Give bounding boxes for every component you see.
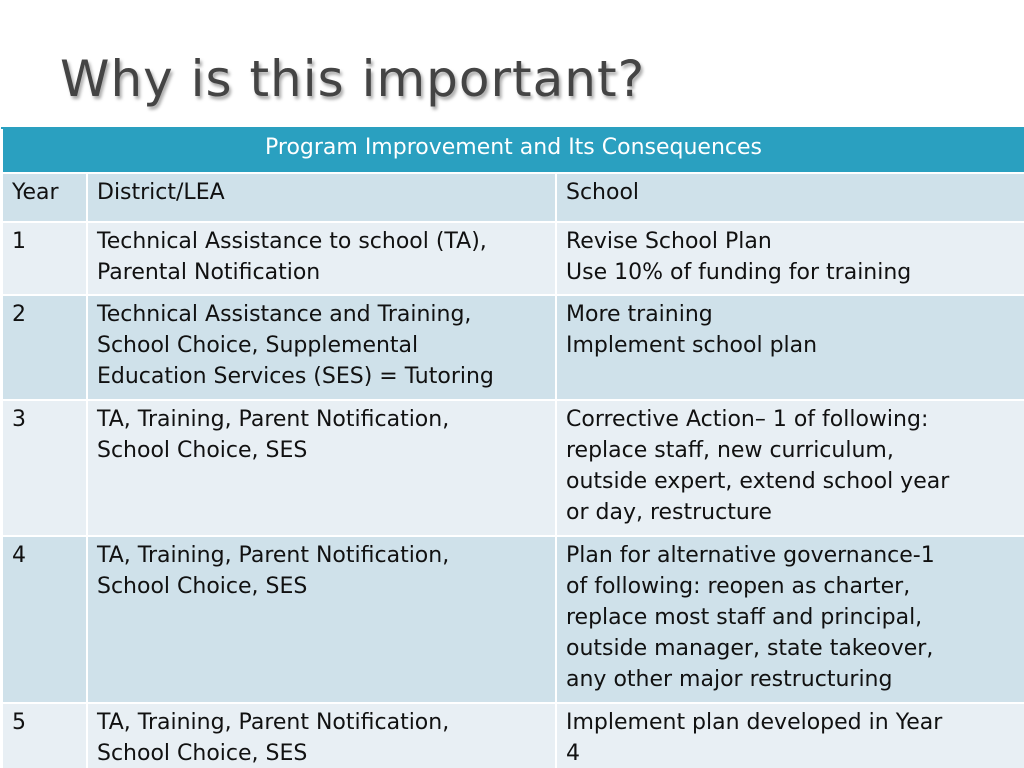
school-line: Implement school plan xyxy=(566,333,818,358)
table-row xyxy=(2,400,1024,536)
header-district: District/LEA xyxy=(87,173,556,222)
district-line: TA, Training, Parent Notification, xyxy=(97,543,450,568)
school-line: any other major restructuring xyxy=(566,667,893,692)
district-line: Technical Assistance and Training, xyxy=(97,302,472,327)
school-line: outside manager, state takeover, xyxy=(566,636,934,661)
header-school: School xyxy=(556,173,1024,222)
school-line: replace most staff and principal, xyxy=(566,605,923,630)
school-cell xyxy=(556,536,1024,703)
school-line: 4 xyxy=(566,741,580,766)
district-line: TA, Training, Parent Notification, xyxy=(97,407,450,432)
school-line: or day, restructure xyxy=(566,500,772,525)
table-row xyxy=(2,703,1024,768)
district-line: Technical Assistance to school (TA), xyxy=(97,229,487,254)
district-line: Parental Notification xyxy=(97,260,321,285)
school-cell xyxy=(556,703,1024,768)
district-line: School Choice, Supplemental xyxy=(97,333,419,358)
school-line: replace staff, new curriculum, xyxy=(566,438,894,463)
year-cell: 4 xyxy=(2,536,87,703)
district-cell xyxy=(87,400,556,536)
district-line: TA, Training, Parent Notification, xyxy=(97,710,450,735)
year-cell: 1 xyxy=(2,222,87,295)
year-cell: 3 xyxy=(2,400,87,536)
district-line: School Choice, SES xyxy=(97,438,308,463)
header-row xyxy=(2,173,1024,222)
school-cell xyxy=(556,400,1024,536)
school-cell xyxy=(556,295,1024,400)
slide-title: Why is this important? xyxy=(60,50,646,108)
year-cell: 2 xyxy=(2,295,87,400)
table-row xyxy=(2,295,1024,400)
district-line: School Choice, SES xyxy=(97,574,308,599)
school-line: Revise School Plan xyxy=(566,229,772,254)
school-line: Corrective Action– 1 of following: xyxy=(566,407,929,432)
district-cell xyxy=(87,222,556,295)
school-line: Implement plan developed in Year xyxy=(566,710,943,735)
table-row xyxy=(2,222,1024,295)
table-caption: Program Improvement and Its Consequences xyxy=(2,128,1024,173)
school-line: Plan for alternative governance-1 xyxy=(566,543,935,568)
district-line: Education Services (SES) = Tutoring xyxy=(97,364,494,389)
school-line: outside expert, extend school year xyxy=(566,469,950,494)
district-cell xyxy=(87,703,556,768)
header-year: Year xyxy=(2,173,87,222)
school-line: of following: reopen as charter, xyxy=(566,574,911,599)
district-cell xyxy=(87,536,556,703)
consequences-table xyxy=(1,127,1024,768)
school-line: Use 10% of funding for training xyxy=(566,260,912,285)
district-line: School Choice, SES xyxy=(97,741,308,766)
school-cell xyxy=(556,222,1024,295)
year-cell: 5 xyxy=(2,703,87,768)
table-row xyxy=(2,536,1024,703)
school-line: More training xyxy=(566,302,713,327)
district-cell xyxy=(87,295,556,400)
